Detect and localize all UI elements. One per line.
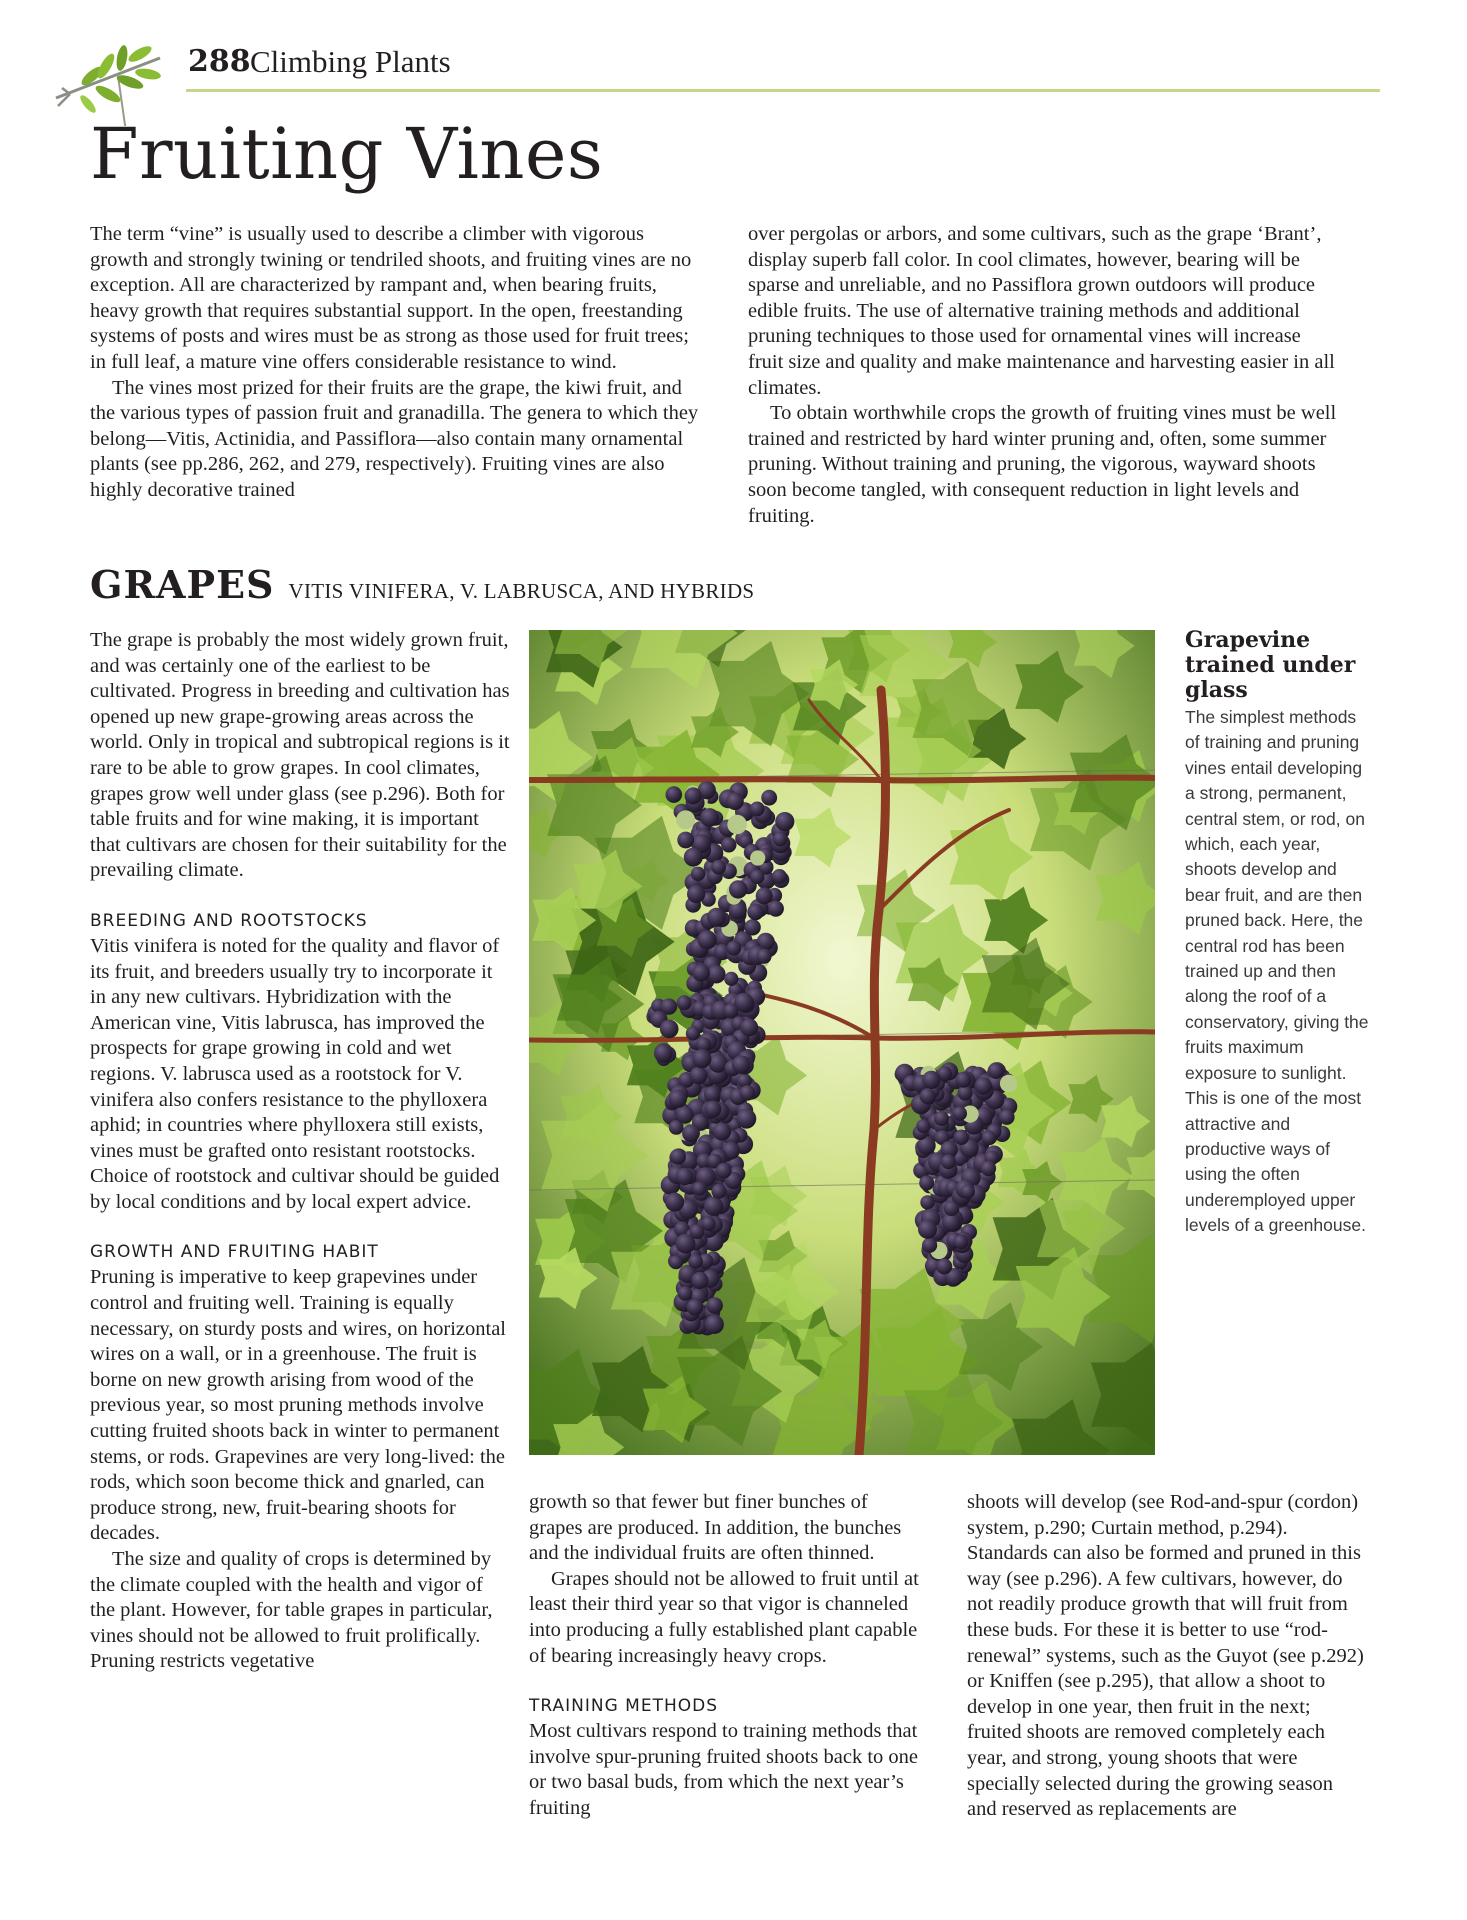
grape-berry [772,869,787,884]
grape-berry [706,1297,723,1314]
grape-berry [732,1055,750,1073]
grape-berry [676,810,695,829]
grape-berry [726,941,741,956]
grapevine-photo [529,630,1155,1455]
grape-berry [999,1109,1015,1125]
grapes-left-column [90,628,510,1675]
grape-berry [690,1067,708,1085]
grape-berry [692,1182,706,1196]
grape-berry [922,1238,937,1253]
caption-text: The simplest methods of training and pruning vines entail developing a strong, permanent, central stem, or rod, on which, each year, shoots develop and bear fruit, and are then pruned back. Here, the central rod has been trained up and then along the roof of a conservatory, giving the fruits maximum exposure to sunlight. This is one of the most attractive and productive ways of using the often underemployed upper levels of a greenhouse. [1185,707,1369,1236]
grape-berry [711,1184,726,1199]
grape-berry [682,1124,700,1142]
page-number: 288 [188,44,251,79]
grape-berry [954,1130,969,1145]
body-paragraph: Pruning is imperative to keep grapevines under control and fruiting well. Training is equally necessary, on sturdy posts and wires, on horizontal wires on a wall, or in a greenhouse. The fruit is borne on new growth arising from wood of the previous year, so most pruning methods involve cutting fruited shoots back in winter to permanent stems, or rods. Grapevines are very long-lived: the rods, which soon become thick and gnarled, can produce strong, new, fruit-bearing shoots for decades. [90,1266,506,1545]
grape-berry [723,1003,738,1018]
body-paragraph: The size and quality of crops is determined by the climate coupled with the health and vigor of the plant. However, for table grapes in particular, vines should not be allowed to fruit prolifically. Pruning restricts vegetative [90,1548,493,1673]
grapes-middle-column [529,1490,919,1822]
grape-berry [922,1071,940,1089]
grape-berry [676,1168,693,1185]
grape-berry [919,1175,934,1190]
grape-berry [956,1072,972,1088]
grape-berry [691,867,705,881]
grape-berry [704,1086,720,1102]
grape-berry [773,832,787,846]
grape-berry [687,1299,704,1316]
grape-berry [975,1077,992,1094]
grape-berry [704,1101,721,1118]
grape-berry [934,1111,949,1126]
grape-berry [690,1224,705,1239]
grape-berry [916,1119,930,1133]
grape-berry [665,1193,684,1212]
grape-berry [1000,1075,1018,1093]
grapes-subheading: VITIS VINIFERA, V. LABRUSCA, AND HYBRIDS [288,579,755,603]
grape-berry [726,793,744,811]
section-heading [90,562,754,607]
grape-berry [687,885,705,903]
grape-berry [756,887,773,904]
grape-berry [747,904,764,921]
grape-berry [920,1088,936,1104]
body-paragraph: shoots will develop (see Rod-and-spur (cordon) system, p.290; Curtain method, p.294). Standards can also be formed and pruned in this way (see p.296). A few cultivars, however, do not readily produce growth that will fruit from these buds. For these it is better to use “rod-renewal” systems, such as the Guyot (see p.292) or Kniffen (see p.295), that allow a shoot to develop in one year, then fruit in the next; fruited shoots are removed completely each year, and strong, young shoots that were specially selected during the growing season and reserved as replacements are [967,1491,1364,1821]
grape-berry [704,1197,723,1216]
header-rule [186,89,1380,92]
grape-berry [957,1085,972,1100]
grape-berry [698,930,717,949]
grape-berry [750,870,764,884]
intro-paragraph: To obtain worthwhile crops the growth of fruiting vines must be well trained and restricted by hard winter pruning and, often, some summer pruning. Without training and pruning, the vigorous, wayward shoots soon become tangled, with consequent reduction in light levels and fruiting. [748,402,1337,527]
breeding-subhead: BREEDING AND ROOTSTOCKS [90,910,368,931]
grape-berry [707,908,726,927]
grape-berry [775,812,794,831]
grape-berry [692,1049,711,1068]
grape-berry [677,995,692,1010]
grape-berry [677,832,694,849]
growth-subhead: GROWTH AND FRUITING HABIT [90,1242,379,1263]
grape-berry [713,1122,731,1140]
grape-berry [724,972,738,986]
grape-berry [711,860,726,875]
body-paragraph: Grapes should not be allowed to fruit until at least their third year so that vigor is channeled into producing a fully established plant capable of bearing increasingly heavy crops. [529,1567,919,1667]
training-subhead: TRAINING METHODS [529,1696,719,1717]
grape-berry [740,1019,758,1037]
grape-berry [936,1259,952,1275]
grape-berry [961,1185,975,1199]
grape-berry [988,1063,1004,1079]
grape-berry [952,1106,967,1121]
grape-berry [761,790,777,806]
grape-berry [716,1163,732,1179]
section-title: Climbing Plants [250,44,451,79]
photo-caption [1185,628,1375,1239]
grape-berry [744,919,760,935]
page-title: Fruiting Vines [90,113,604,195]
intro-paragraph: The vines most prized for their fruits are the grape, the kiwi fruit, and the various types of passion fruit and granadilla. The genera to which they belong—Vitis, Actinidia, and Passiflora—also contain many ornamental plants (see pp.286, 262, and 279, respectively). Fruiting vines are also highly decorative trained [90,376,699,501]
grape-berry [954,1235,968,1249]
grape-berry [684,848,703,867]
grape-berry [757,949,772,964]
grape-berry [768,901,784,917]
grape-berry [721,837,736,852]
intro-paragraph: over pergolas or arbors, and some cultivars, such as the grape ‘Brant’, display superb fall color. In cool climates, however, bearing will be sparse and unreliable, and no Passiflora grown outdoors will produce edible fruits. The use of alternative training methods and additional pruning techniques to those used for ornamental vines will increase fruit size and quality and make maintenance and harvesting easier in all climates. [748,223,1335,399]
grape-berry [737,1109,757,1129]
grape-berry [705,1315,724,1334]
grape-berry [700,808,719,827]
intro-right-column [748,222,1338,529]
grape-berry [685,787,702,804]
body-paragraph: The grape is probably the most widely grown fruit, and was certainly one of the earliest to be cultivated. Progress in breeding and cultivation has opened up new grape-growing areas across the world. Only in tropical and subtropical regions is it rare to be able to grow grapes. In cool climates, grapes grow well under glass (see p.296). Both for table fruits and for wine making, it is important that cultivars are chosen for their suitability for the prevailing climate. [90,629,510,882]
grape-berry [692,964,710,982]
grape-berry [920,1195,934,1209]
grape-berry [709,1054,728,1073]
grape-berry [676,1106,694,1124]
grape-berry [941,1154,956,1169]
grape-berry [660,1020,679,1039]
grape-berry [740,1085,756,1101]
grape-berry [729,880,747,898]
grapes-heading: GRAPES [90,562,275,607]
grape-berry [750,802,765,817]
grape-berry [750,850,765,865]
grape-berry [691,1272,708,1289]
intro-paragraph: The term “vine” is usually used to describe a climber with vigorous growth and strongly twining or tendriled shoots, and fruiting vines are no exception. All are characterized by rampant and, when bearing fruits, heavy growth that requires substantial support. In the open, freestanding systems of posts and wires must be as strong as those used for fruit trees; in full leaf, a mature vine offers considerable resistance to wind. [90,223,692,373]
body-paragraph: growth so that fewer but finer bunches of grapes are produced. In addition, the bunches and the individual fruits are often thinned. [529,1491,902,1565]
grape-berry [654,1044,673,1063]
body-paragraph: Most cultivars respond to training methods that involve spur-pruning fruited shoots back to one or two basal buds, from which the next year’s fruiting [529,1720,919,1819]
grape-berry [669,1090,687,1108]
grapes-right-column [967,1490,1367,1823]
grape-berry [666,786,683,803]
grape-berry [918,1220,937,1239]
grape-berry [670,1149,686,1165]
grape-berry [981,1161,996,1176]
grape-berry [678,1286,693,1301]
grape-berry [727,815,747,835]
grape-berry [707,965,725,983]
intro-left-column [90,222,705,504]
grape-berry [669,1255,683,1269]
grape-berry [982,1131,996,1145]
grape-berry [686,1026,700,1040]
body-paragraph: Vitis vinifera is noted for the quality and flavor of its fruit, and breeders usually try to incorporate it in any new cultivars. Hybridization with the American vine, Vitis labrusca, has improved the prospects for grape growing in cold and wet regions. V. labrusca used as a rootstock for V. vinifera also confers resistance to the phylloxera aphid; in countries where phylloxera still exists, vines must be grafted onto resistant rootstocks. Choice of rootstock and cultivar should be guided by local conditions and by local expert advice. [90,934,500,1213]
caption-title: Grapevine trained under glass [1185,627,1356,703]
